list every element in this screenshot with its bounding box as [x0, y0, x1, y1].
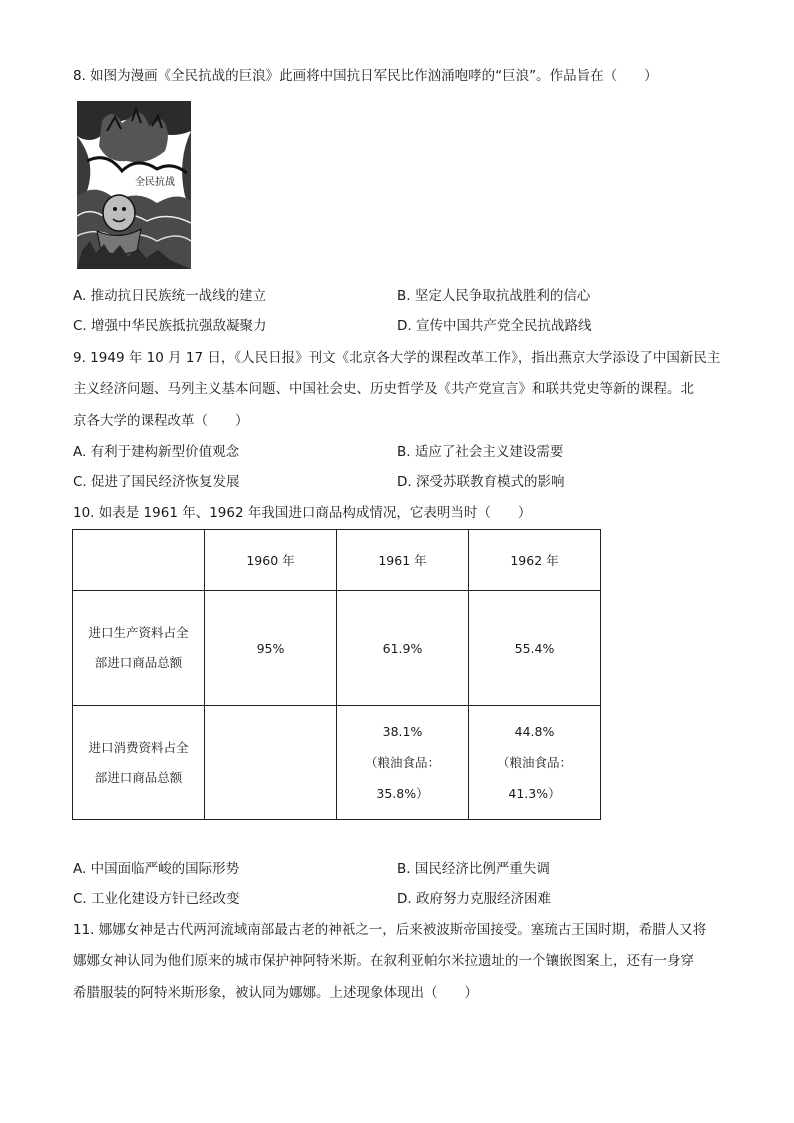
- table-header-1960: 1960 年: [205, 530, 337, 591]
- q10-option-b: B. 国民经济比例严重失调: [397, 861, 550, 877]
- q8-option-c: C. 增强中华民族抵抗强敌凝聚力: [73, 318, 267, 334]
- q9-option-b: B. 适应了社会主义建设需要: [397, 444, 564, 460]
- q11-stem-line2: 娜娜女神认同为他们原来的城市保护神阿特米斯。在叙利亚帕尔米拉遗址的一个镶嵌图案上，还有一身穿: [73, 953, 694, 969]
- row-label-line: 部进口商品总额: [94, 769, 183, 785]
- q11-stem-line3: 希腊服装的阿特米斯形象，被认同为娜娜。上述现象体现出（ ）: [73, 985, 478, 1001]
- q8-option-d: D. 宣传中国共产党全民抗战路线: [397, 318, 592, 334]
- q9-option-d: D. 深受苏联教育模式的影响: [397, 474, 565, 490]
- table-header-1961: 1961 年: [337, 530, 469, 591]
- q8-option-a: A. 推动抗日民族统一战线的建立: [73, 288, 267, 304]
- table-header-row: [73, 530, 601, 591]
- cartoon-caption-text: 全民抗战: [135, 177, 175, 188]
- q9-stem-line2: 主义经济问题、马列主义基本问题、中国社会史、历史哲学及《共产党宣言》和联共党史等新的课程。北: [73, 381, 694, 397]
- q10-option-a: A. 中国面临严峻的国际形势: [73, 861, 240, 877]
- table-cell: 55.4%: [469, 591, 601, 706]
- row-label-consumption: [73, 706, 205, 820]
- q10-stem: 10. 如表是 1961 年、1962 年我国进口商品构成情况，它表明当时（ ）: [73, 505, 532, 521]
- cell-line: （粮油食品：: [364, 755, 440, 770]
- q9-stem-line3: 京各大学的课程改革（ ）: [73, 413, 249, 429]
- table-header-empty: [73, 530, 205, 591]
- cell-line: 44.8%: [514, 724, 555, 739]
- row-label-line: 部进口商品总额: [94, 655, 183, 670]
- table-header-1962: 1962 年: [469, 530, 601, 591]
- q9-option-a: A. 有利于建构新型价值观念: [73, 444, 240, 460]
- q9-stem-line1: 9. 1949 年 10 月 17 日，《人民日报》刊文《北京各大学的课程改革工作》，指出燕京大学添设了中国新民主: [73, 350, 721, 366]
- q10-option-c: C. 工业化建设方针已经改变: [73, 891, 240, 907]
- table-cell: [337, 706, 469, 820]
- table-cell: [469, 706, 601, 820]
- cell-line: （粮油食品：: [496, 755, 572, 770]
- cell-line: 35.8%）: [376, 786, 429, 801]
- q8-stem: 8. 如图为漫画《全民抗战的巨浪》此画将中国抗日军民比作汹涌咆哮的“巨浪”。作品旨在（ ）: [73, 68, 658, 84]
- row-label-line: 进口消费资料占全: [88, 739, 189, 755]
- cartoon-image: [77, 101, 191, 269]
- table-cell: 95%: [205, 591, 337, 706]
- row-label-line: 进口生产资料占全: [88, 625, 189, 640]
- import-composition-table: [72, 529, 601, 820]
- q10-option-d: D. 政府努力克服经济困难: [397, 891, 551, 907]
- q8-option-b: B. 坚定人民争取抗战胜利的信心: [397, 288, 591, 304]
- table-row: [73, 591, 601, 706]
- row-label-production: [73, 591, 205, 706]
- q9-option-c: C. 促进了国民经济恢复发展: [73, 474, 240, 490]
- table-row: [73, 706, 601, 820]
- cell-line: 41.3%）: [508, 786, 561, 801]
- table-cell: [205, 706, 337, 820]
- table-cell: 61.9%: [337, 591, 469, 706]
- cell-line: 38.1%: [382, 724, 423, 739]
- q11-stem-line1: 11. 娜娜女神是古代两河流域南部最古老的神祇之一，后来被波斯帝国接受。塞琉古王国时期，希腊人又将: [73, 922, 707, 938]
